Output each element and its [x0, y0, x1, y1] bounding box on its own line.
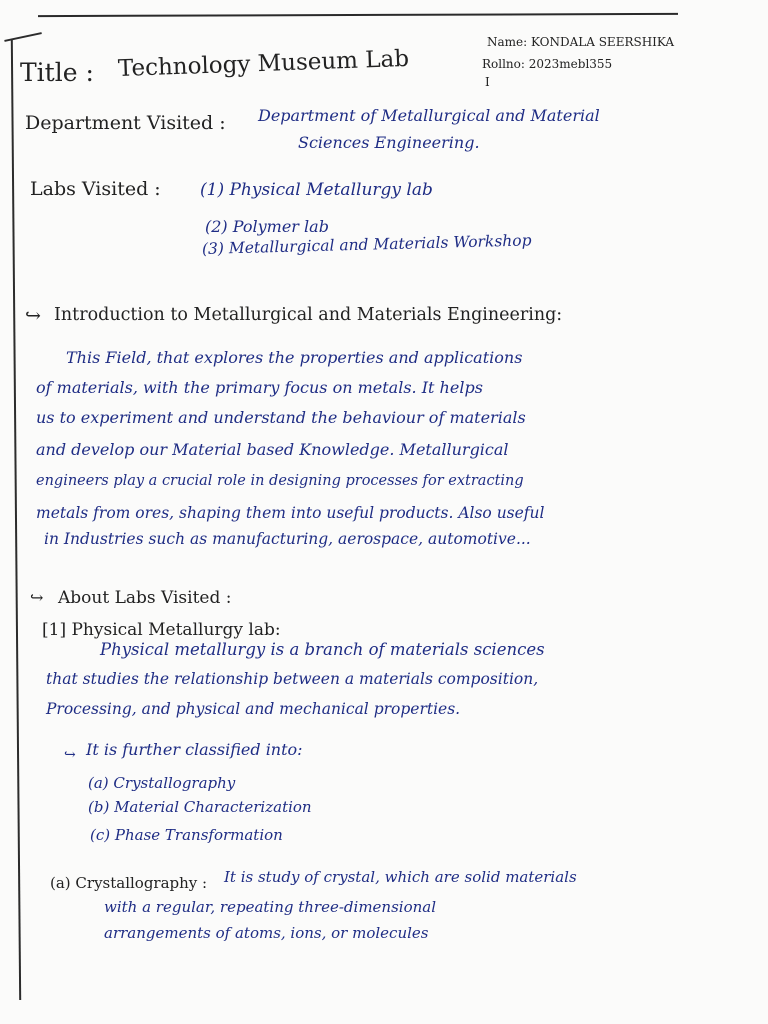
title-value: Technology Museum Lab: [117, 45, 410, 82]
intro-line-6: metals from ores, shaping them into useful products. Also useful: [36, 504, 545, 522]
classified-item-c: (c) Phase Transformation: [90, 826, 283, 844]
intro-heading: Introduction to Metallurgical and Materials Engineering:: [54, 305, 563, 325]
physical-lab-line-3: Processing, and physical and mechanical properties.: [46, 700, 461, 718]
department-label: Department Visited :: [25, 112, 226, 134]
crystallography-label: (a) Crystallography :: [50, 874, 208, 892]
lab-item-3: (3) Metallurgical and Materials Workshop: [201, 231, 532, 258]
crystallography-line-3: arrangements of atoms, ions, or molecules: [104, 924, 429, 942]
student-name: Name: KONDALA SEERSHIKA: [487, 35, 675, 49]
department-value-line2: Sciences Engineering.: [298, 133, 480, 152]
classified-item-b: (b) Material Characterization: [88, 798, 312, 816]
physical-lab-line-2: that studies the relationship between a materials composition,: [46, 670, 539, 688]
title-label: Title :: [20, 58, 94, 87]
intro-line-4: and develop our Material based Knowledge. Metallurgical: [36, 440, 509, 459]
tick-mark: I: [485, 75, 490, 89]
lab-item-2: (2) Polymer lab: [205, 217, 329, 236]
classified-item-a: (a) Crystallography: [88, 774, 236, 792]
crystallography-line-2: with a regular, repeating three-dimensional: [104, 898, 437, 916]
lab-item-1: (1) Physical Metallurgy lab: [200, 180, 433, 200]
classified-text: It is further classified into:: [86, 740, 303, 759]
about-labs-heading: About Labs Visited :: [58, 588, 232, 608]
intro-line-2: of materials, with the primary focus on metals. It helps: [36, 378, 483, 397]
intro-arrow-icon: ↪: [25, 305, 41, 327]
intro-line-1: This Field, that explores the properties and applications: [66, 348, 523, 367]
corner-pen-mark: [4, 32, 41, 41]
about-arrow-icon: ↪: [30, 588, 44, 607]
intro-line-3: us to experiment and understand the behaviour of materials: [36, 408, 526, 427]
classified-arrow-icon: ↪: [64, 747, 76, 763]
department-value-line1: Department of Metallurgical and Material: [258, 106, 600, 125]
physical-lab-heading: [1] Physical Metallurgy lab:: [42, 620, 281, 640]
student-rollno: Rollno: 2023mebl355: [482, 57, 613, 71]
labs-label: Labs Visited :: [30, 178, 161, 200]
physical-lab-line-1: Physical metallurgy is a branch of materials sciences: [100, 640, 545, 659]
intro-line-5: engineers play a crucial role in designing processes for extracting: [36, 473, 524, 489]
page-top-rule: [38, 13, 678, 17]
page-margin-line: [11, 40, 21, 1000]
crystallography-line-1: It is study of crystal, which are solid materials: [224, 868, 577, 886]
intro-line-7: in Industries such as manufacturing, aerospace, automotive...: [44, 530, 531, 548]
